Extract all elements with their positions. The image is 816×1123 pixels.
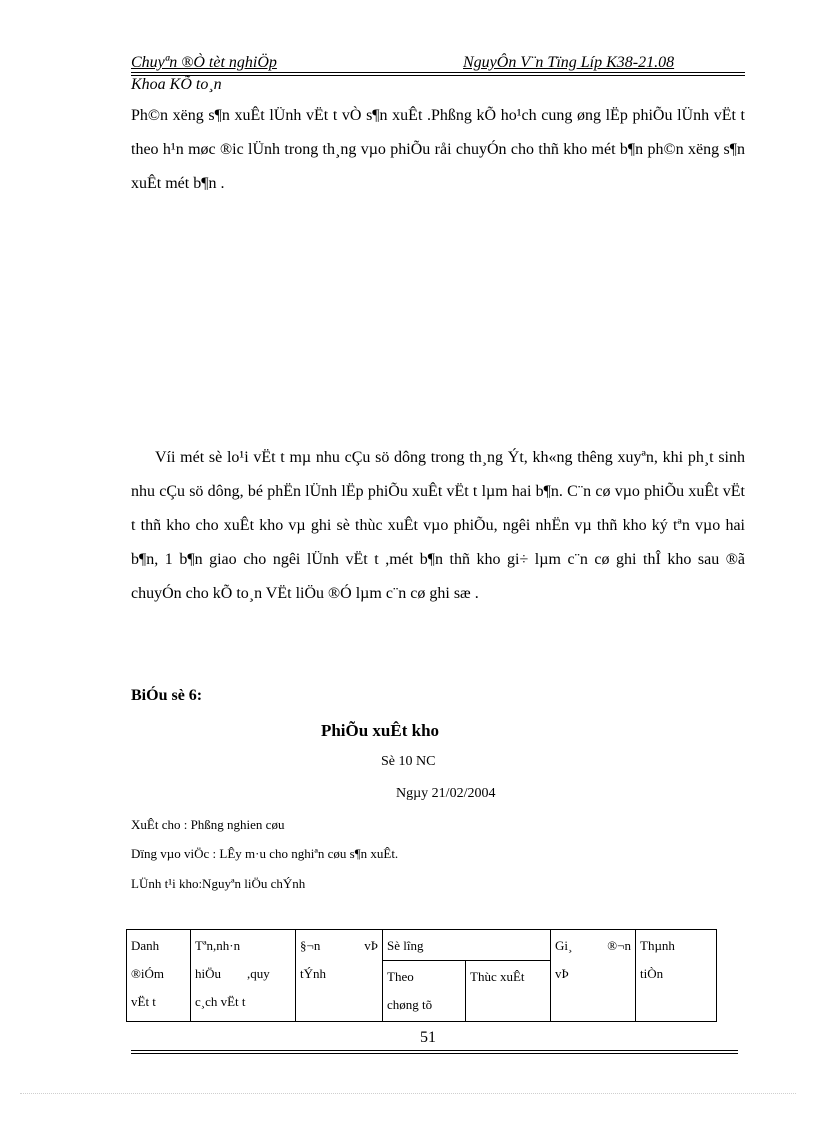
header-sub: Khoa KÕ to¸n [131,76,222,93]
cell-word: vÞ [364,938,378,953]
issued-to: XuÊt cho : Phßng nghien cøu [131,817,285,832]
cell-line: Theo [387,969,414,984]
header-cell-unit [296,930,383,1022]
cell-line [300,932,378,960]
header-cell-actual [466,961,551,1022]
form-title-text: PhiÕu xuÊt kho [320,721,440,740]
paragraph-1: Ph©n xëng s¶n xuÊt lÜnh vËt t vÒ s¶n xuÊt .Phßng kÕ ho¹ch cung øng lËp phiÕu lÜnh vËt t theo h¹n møc ®ic lÜnh trong th¸ng vµo phiÕu råi chuyÓn cho thñ kho mét b¶n ph©n xëng s¶n xuÊt mét b¶n . [131,107,745,192]
cell-line: hiÖu ,quy [195,966,270,981]
header-cell-code [127,930,191,1022]
footer-rule [131,1050,738,1051]
header-rule-2 [131,75,745,76]
page-number: 51 [420,1029,436,1046]
header-cell-quantity [383,930,551,961]
form-label: BiÓu sè 6: [131,687,203,704]
cell-line: tiÒn [640,966,664,981]
cell-line: tÝnh [300,966,326,981]
cell-word: Gi¸ [555,938,573,953]
cell-line: Thµnh [640,938,675,953]
form-title [0,721,816,741]
cell-line: Sè lîng [387,938,424,953]
cell-line: vËt t [131,994,156,1009]
cell-line: vÞ [555,966,569,981]
page-edge [20,1093,796,1094]
header-cell-name [191,930,296,1022]
header-left: Chuyªn ®Ò tèt nghiÖp [131,54,277,71]
header-cell-price [551,930,636,1022]
cell-line: Tªn,nh·n [195,938,241,953]
warehouse: LÜnh t¹i kho:Nguyªn liÖu chÝnh [131,876,306,891]
header-cell-amount [636,930,717,1022]
paragraph-2: Víi mét sè lo¹i vËt t mµ nhu cÇu sö dông trong th¸ng Ýt, kh«ng thêng xuyªn, khi ph¸t sinh nhu cÇu sö dông, bé phËn lÜnh lËp phiÕu xuÊt vËt t lµm hai b¶n. C¨n cø vµo phiÕu xuÊt vËt t thñ kho cho xuÊt kho vµ ghi sè thùc xuÊt vµo phiÕu, ngêi nhËn vµ thñ kho ký tªn vµo hai b¶n, 1 b¶n giao cho ngêi lÜnh vËt t ,mét b¶n thñ kho gi÷ lµm c¨n cø ghi thÎ kho sau ®ã chuyÓn cho kÕ to¸n VËt liÖu ®Ó lµm c¨n cø ghi sæ . [131,449,745,602]
header-right: NguyÔn V¨n Tïng Líp K38-21.08 [463,54,675,71]
cell-word: §¬n [300,938,321,953]
footer-rule-2 [131,1053,738,1054]
form-date: Ngµy 21/02/2004 [396,786,496,801]
cell-line: chøng tõ [387,997,433,1012]
header-cell-per-document [383,961,466,1022]
issue-slip-table [126,929,717,1022]
cell-word: ®¬n [607,938,631,953]
cell-line: c¸ch vËt t [195,994,246,1009]
cell-line: ®iÓm [131,966,164,981]
cell-line: Danh [131,938,160,953]
cell-line: Thùc xuÊt [470,969,525,984]
form-number: Sè 10 NC [381,754,436,769]
header-rule [131,72,745,73]
cell-line [555,932,631,960]
purpose: Dïng vµo viÖc : LÊy m·u cho nghiªn cøu s¶n xuÊt. [131,846,399,861]
